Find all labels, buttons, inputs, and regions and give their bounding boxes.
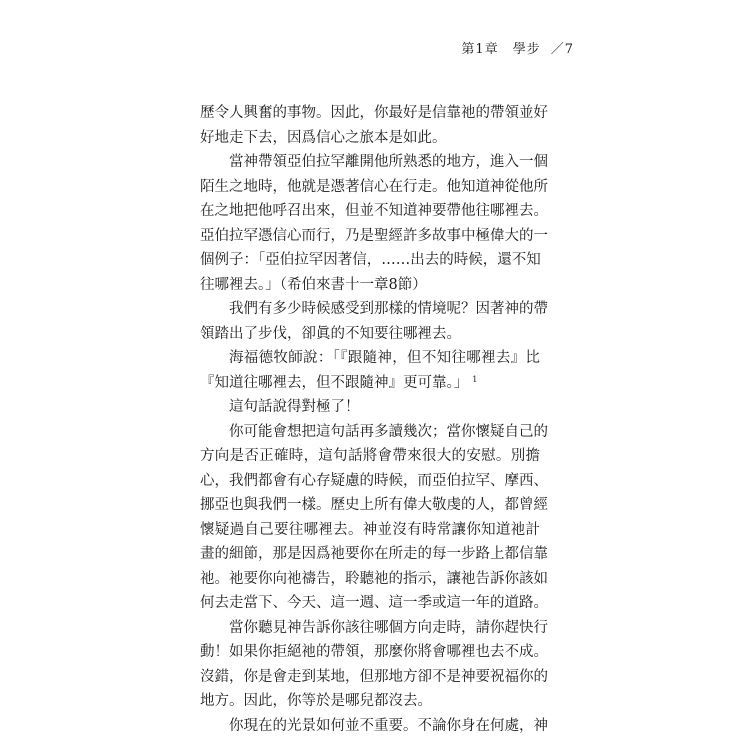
text-line xyxy=(200,175,548,200)
page-number: ／7 xyxy=(550,42,574,57)
text-line-content: 亞伯拉罕憑信心而行，乃是聖經許多故事中極偉大的一 xyxy=(200,227,548,244)
text-line-content: 動！如果你拒絕祂的帶領，那麼你將會哪裡也去不成。 xyxy=(200,644,548,660)
text-line-content: 你現在的光景如何並不重要。不論你身在何處，神 xyxy=(229,717,548,734)
text-line-content: 心，我們都會有心存疑慮的時候，而亞伯拉罕、摩西、 xyxy=(200,472,548,489)
text-line xyxy=(200,101,548,126)
text-line xyxy=(200,640,548,665)
text-line xyxy=(200,542,548,567)
text-line xyxy=(200,493,548,518)
text-line xyxy=(200,150,548,175)
footnote-marker: 1 xyxy=(472,374,478,384)
text-line xyxy=(200,444,540,469)
text-line-content: 往哪裡去。」（希伯來書十一章8節） xyxy=(200,276,427,293)
text-line xyxy=(200,199,548,224)
text-line xyxy=(200,126,540,151)
text-line-content: 個例子：「亞伯拉罕因著信，……出去的時候，還不知 xyxy=(200,252,541,268)
text-line xyxy=(200,714,548,739)
text-line-content: 你可能會想把這句話再多讀幾次；當你懷疑自己的 xyxy=(229,423,548,440)
text-line xyxy=(200,273,540,298)
text-line-content: 『知道往哪裡去，但不跟隨神』更可靠。」 xyxy=(200,374,469,391)
text-line xyxy=(200,591,548,616)
text-line xyxy=(200,248,540,273)
text-line-content: 挪亞也與我們一樣。歷史上所有偉大敬虔的人，都曾經 xyxy=(200,497,548,513)
text-line-content: 方向是否正確時，這句話將會帶來很大的安慰。別擔 xyxy=(200,448,540,464)
text-line xyxy=(200,371,540,396)
text-line-content: 好地走下去，因爲信心之旅本是如此。 xyxy=(200,129,447,146)
text-line-content: 地方。因此，你等於是哪兒都沒去。 xyxy=(200,693,432,709)
text-line-content: 領踏出了步伐，卻眞的不知要往哪裡去。 xyxy=(200,325,461,342)
text-line xyxy=(200,689,540,714)
text-line-content: 我們有多少時候感受到那樣的情境呢？因著神的帶 xyxy=(229,301,548,317)
text-line-content: 沒錯，你是會走到某地，但那地方卻不是神要祝福你的 xyxy=(200,668,548,685)
text-line xyxy=(200,469,548,494)
text-line-content: 畫的細節，那是因爲祂要你在所走的每一步路上都信靠 xyxy=(200,546,548,562)
text-line xyxy=(200,518,540,543)
text-line xyxy=(200,346,540,371)
text-line-content: 何去走當下、今天、這一週、這一季或這一年的道路。 xyxy=(200,595,548,611)
text-line-content: 這句話說得對極了！ xyxy=(229,399,360,415)
text-line xyxy=(200,616,548,641)
text-line-content: 祂。祂要你向祂禱告，聆聽祂的指示，讓祂告訴你該如 xyxy=(200,570,548,587)
text-line xyxy=(200,420,548,445)
text-line-content: 海福德牧師說：「『跟隨神，但不知往哪裡去』比 xyxy=(229,350,540,366)
text-line xyxy=(200,665,548,690)
text-line-content: 陌生之地時，他就是憑著信心在行走。他知道神從他所 xyxy=(200,178,548,195)
text-line-content: 在之地把他呼召出來，但並不知道神要帶他往哪裡去。 xyxy=(200,203,548,219)
text-line-content: 當你聽見神告訴你該往哪個方向走時，請你趕快行 xyxy=(229,619,548,636)
text-line-content: 當神帶領亞伯拉罕離開他所熟悉的地方，進入一個 xyxy=(229,154,548,170)
text-line xyxy=(200,567,548,592)
chapter-title: 學步 xyxy=(512,42,541,57)
text-line-content: 歷令人興奮的事物。因此，你最好是信靠祂的帶領並好 xyxy=(200,105,548,121)
body-text xyxy=(200,101,548,738)
text-line-content: 懷疑過自己要往哪裡去。神並沒有時常讓你知道祂計 xyxy=(200,521,540,538)
running-header xyxy=(461,38,574,57)
chapter-number: 第1章 xyxy=(461,42,499,57)
text-line xyxy=(200,224,548,249)
text-line xyxy=(200,322,540,347)
text-line xyxy=(200,297,548,322)
text-line xyxy=(200,395,540,420)
